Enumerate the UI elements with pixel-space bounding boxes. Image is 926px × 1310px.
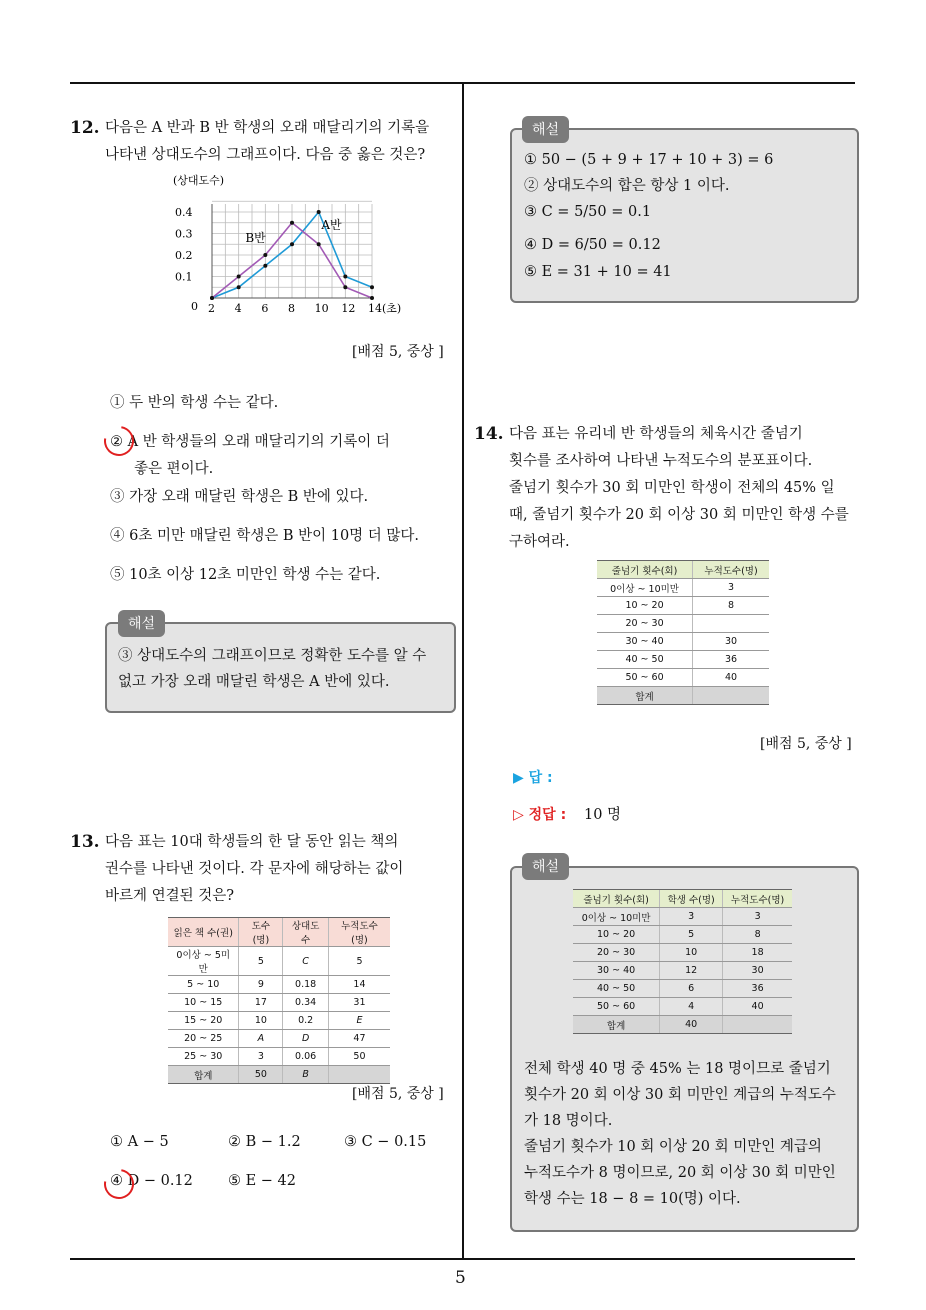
table-cell: 40 [723, 998, 792, 1016]
q14-header-cell: 누적도수(명) [693, 561, 769, 579]
table-row [597, 597, 769, 615]
y-tick-label: 0.3 [175, 227, 193, 241]
table-cell: B [283, 1066, 329, 1084]
q14-text-line4: 때, 줄넘기 횟수가 20 회 이상 30 회 미만인 학생 수를 [509, 507, 849, 523]
data-point [343, 285, 347, 289]
table-cell: 30 ~ 40 [573, 962, 660, 980]
answer-mark-circle [98, 420, 140, 462]
q13-text-line3: 바르게 연결된 것은? [105, 888, 235, 904]
table-cell: A [239, 1030, 283, 1048]
table-cell: 0.18 [283, 976, 329, 994]
q13-header-cell: 상대도수 [283, 918, 329, 947]
table-cell: 8 [723, 926, 792, 944]
table-row [573, 998, 792, 1016]
table-cell: 0이상 ~ 10미만 [573, 908, 660, 926]
table-cell: 20 ~ 25 [168, 1030, 239, 1048]
table-cell: C [283, 947, 329, 976]
x-tick-label: 2 [208, 302, 215, 315]
table-row [168, 1012, 390, 1030]
q13-explain-line2: ② 상대도수의 합은 항상 1 이다. [524, 178, 730, 194]
q14-explain-line3: 가 18 명이다. [524, 1113, 613, 1129]
q14-text-line5: 구하여라. [509, 534, 570, 550]
table-cell: 36 [693, 651, 769, 669]
table-cell: 30 ~ 40 [597, 633, 693, 651]
table-cell: 10 [660, 944, 723, 962]
table-cell: 0이상 ~ 10미만 [597, 579, 693, 597]
q13-explain-line1: ① 50 − (5 + 9 + 17 + 10 + 3) = 6 [524, 152, 774, 168]
table-cell [693, 615, 769, 633]
q14-score: [배점 5, 중상 ] [760, 736, 852, 752]
table-cell: 50 ~ 60 [597, 669, 693, 687]
q13-option-4[interactable]: ④ D − 0.12 [110, 1173, 193, 1189]
data-point [317, 210, 321, 214]
table-cell: 30 [723, 962, 792, 980]
table-cell: 8 [693, 597, 769, 615]
column-divider [462, 84, 464, 1259]
table-row [168, 947, 390, 976]
data-point [343, 275, 347, 279]
table-cell: 합계 [168, 1066, 239, 1084]
q14-text-line3: 줄넘기 횟수가 30 회 미만인 학생이 전체의 45% 일 [509, 480, 835, 496]
y-tick-label: 0 [191, 300, 198, 313]
table-cell: 10 ~ 15 [168, 994, 239, 1012]
table-cell: 0.2 [283, 1012, 329, 1030]
table-row [573, 926, 792, 944]
table-cell: 15 ~ 20 [168, 1012, 239, 1030]
q14-explain-line1: 전체 학생 40 명 중 45% 는 18 명이므로 줄넘기 [524, 1061, 831, 1077]
answer-mark-circle [98, 1163, 140, 1205]
q13-header-cell: 읽은 책 수(권) [168, 918, 239, 947]
q12-text-line2: 나타낸 상대도수의 그래프이다. 다음 중 옳은 것은? [105, 147, 426, 163]
table-cell: 10 [239, 1012, 283, 1030]
x-tick-label: 8 [288, 302, 295, 315]
table-cell: 3 [723, 908, 792, 926]
q13-explain-line4: ④ D = 6/50 = 0.12 [524, 237, 661, 253]
q13-explain-line3: ③ C = 5/50 = 0.1 [524, 204, 652, 220]
q13-option-3[interactable]: ③ C − 0.15 [344, 1134, 427, 1150]
table-row [573, 980, 792, 998]
q14-answer-label: ▶ 답 : [513, 770, 553, 786]
table-cell: 5 [328, 947, 390, 976]
table-cell: 5 [660, 926, 723, 944]
q14-correct-label: ▷ 정답 : [513, 807, 567, 823]
q12-relative-frequency-chart [165, 170, 405, 320]
table-cell: 40 ~ 50 [597, 651, 693, 669]
q14-explain-header-cell: 누적도수(명) [723, 890, 792, 908]
x-tick-label: 14(초) [368, 302, 402, 315]
table-cell: D [283, 1030, 329, 1048]
table-total-row [573, 1016, 792, 1034]
q14-number: 14. [474, 424, 504, 444]
table-cell: 5 [239, 947, 283, 976]
q14-explain-line2: 횟수가 20 회 이상 30 회 미만인 계급의 누적도수 [524, 1087, 836, 1103]
q14-explain-line5: 누적도수가 8 명이므로, 20 회 이상 30 회 미만인 [524, 1165, 836, 1181]
table-cell: 50 [328, 1048, 390, 1066]
table-cell: 50 ~ 60 [573, 998, 660, 1016]
q13-text-line1: 다음 표는 10대 학생들의 한 달 동안 읽는 책의 [105, 834, 399, 850]
q13-header-cell: 누적도수(명) [328, 918, 390, 947]
q13-option-2[interactable]: ② B − 1.2 [228, 1134, 301, 1150]
q12-option-4[interactable]: ④ 6초 미만 매달린 학생은 B 반이 10명 더 많다. [110, 528, 420, 544]
table-cell: 9 [239, 976, 283, 994]
table-cell: 3 [693, 579, 769, 597]
q12-option-5[interactable]: ⑤ 10초 이상 12초 미만인 학생 수는 같다. [110, 567, 381, 583]
q13-option-5[interactable]: ⑤ E − 42 [228, 1173, 297, 1189]
q13-text-line2: 권수를 나타낸 것이다. 각 문자에 해당하는 값이 [105, 861, 404, 877]
table-cell: 합계 [573, 1016, 660, 1034]
table-cell: 18 [723, 944, 792, 962]
table-cell: 합계 [597, 687, 693, 705]
x-tick-label: 6 [261, 302, 269, 315]
q12-option-2-cont: 좋은 편이다. [134, 461, 214, 477]
table-cell: 20 ~ 30 [597, 615, 693, 633]
table-cell: 14 [328, 976, 390, 994]
data-point [370, 296, 374, 300]
table-row [168, 1048, 390, 1066]
q14-text-line1: 다음 표는 유리네 반 학생들의 체육시간 줄넘기 [509, 426, 803, 442]
x-tick-label: 12 [341, 302, 356, 315]
table-cell [328, 1066, 390, 1084]
table-row [168, 994, 390, 1012]
q14-explain-header-cell: 학생 수(명) [660, 890, 723, 908]
table-row [597, 579, 769, 597]
q14-correct-value: 10 명 [584, 807, 622, 823]
table-cell: 31 [328, 994, 390, 1012]
table-cell: 40 [660, 1016, 723, 1034]
table-cell: 17 [239, 994, 283, 1012]
data-point [290, 242, 294, 246]
y-tick-label: 0.4 [175, 206, 193, 219]
table-cell: 36 [723, 980, 792, 998]
data-point [317, 242, 321, 246]
table-cell: 20 ~ 30 [573, 944, 660, 962]
table-cell: 25 ~ 30 [168, 1048, 239, 1066]
q14-text-line2: 횟수를 조사하여 나타낸 누적도수의 분포표이다. [509, 453, 813, 469]
q14-explain-line6: 학생 수는 18 − 8 = 10(명) 이다. [524, 1191, 741, 1207]
q12-option-2[interactable]: ② A 반 학생들의 오래 매달리기의 기록이 더 [110, 434, 390, 450]
table-row [573, 908, 792, 926]
q12-score: [배점 5, 중상 ] [352, 344, 444, 360]
table-row [597, 615, 769, 633]
x-tick-label: 10 [314, 302, 329, 315]
data-point [263, 253, 267, 257]
series-label: A반 [321, 218, 342, 233]
table-cell: 10 ~ 20 [597, 597, 693, 615]
y-axis-label: (상대도수) [173, 174, 225, 187]
table-row [168, 976, 390, 994]
table-cell: 3 [239, 1048, 283, 1066]
data-point [263, 264, 267, 268]
bottom-rule [70, 1258, 855, 1260]
table-row [168, 1030, 390, 1048]
q12-explain-line2: 없고 가장 오래 매달린 학생은 A 반에 있다. [118, 674, 390, 690]
q12-option-1[interactable]: ① 두 반의 학생 수는 같다. [110, 395, 279, 411]
table-cell [693, 687, 769, 705]
table-cell: 30 [693, 633, 769, 651]
table-total-row [597, 687, 769, 705]
table-cell: E [328, 1012, 390, 1030]
x-tick-label: 4 [234, 302, 242, 315]
q13-header-cell: 도수(명) [239, 918, 283, 947]
data-point [210, 296, 214, 300]
q12-explain-line1: ③ 상대도수의 그래프이므로 정확한 도수를 알 수 [118, 648, 427, 664]
table-cell: 0.34 [283, 994, 329, 1012]
table-cell: 5 ~ 10 [168, 976, 239, 994]
table-cell [723, 1016, 792, 1034]
q13-score: [배점 5, 중상 ] [352, 1086, 444, 1102]
q12-explain-tag: 해설 [118, 610, 165, 637]
q13-explain-line5: ⑤ E = 31 + 10 = 41 [524, 264, 672, 280]
table-cell: 0이상 ~ 5미만 [168, 947, 239, 976]
table-cell: 47 [328, 1030, 390, 1048]
table-cell: 4 [660, 998, 723, 1016]
q13-frequency-table [168, 917, 390, 1084]
q12-number: 12. [70, 118, 100, 138]
table-cell: 12 [660, 962, 723, 980]
table-cell: 40 [693, 669, 769, 687]
table-cell: 40 ~ 50 [573, 980, 660, 998]
q14-explain-tag: 해설 [522, 853, 569, 880]
q12-text-line1: 다음은 A 반과 B 반 학생의 오래 매달리기의 기록을 [105, 120, 430, 136]
y-tick-label: 0.2 [175, 249, 193, 262]
q14-cumulative-table [597, 560, 769, 705]
data-point [237, 275, 241, 279]
q13-explain-tag: 해설 [522, 116, 569, 143]
table-cell: 10 ~ 20 [573, 926, 660, 944]
table-total-row [168, 1066, 390, 1084]
q12-option-3[interactable]: ③ 가장 오래 매달린 학생은 B 반에 있다. [110, 489, 369, 505]
table-row [573, 962, 792, 980]
q14-explain-header-cell: 줄넘기 횟수(회) [573, 890, 660, 908]
table-row [597, 633, 769, 651]
table-row [597, 669, 769, 687]
table-cell: 50 [239, 1066, 283, 1084]
series-label: B반 [245, 231, 266, 246]
page-number: 5 [455, 1268, 466, 1288]
q14-answer-input[interactable] [590, 765, 790, 785]
data-point [370, 285, 374, 289]
q13-number: 13. [70, 832, 100, 852]
q14-explain-table [573, 889, 792, 1034]
data-point [290, 221, 294, 225]
q13-option-1[interactable]: ① A − 5 [110, 1134, 169, 1150]
q14-explain-line4: 줄넘기 횟수가 10 회 이상 20 회 미만인 계급의 [524, 1139, 822, 1155]
table-cell: 3 [660, 908, 723, 926]
data-point [237, 285, 241, 289]
table-row [597, 651, 769, 669]
table-row [573, 944, 792, 962]
table-cell: 0.06 [283, 1048, 329, 1066]
y-tick-label: 0.1 [175, 270, 193, 284]
table-cell: 6 [660, 980, 723, 998]
q14-header-cell: 줄넘기 횟수(회) [597, 561, 693, 579]
